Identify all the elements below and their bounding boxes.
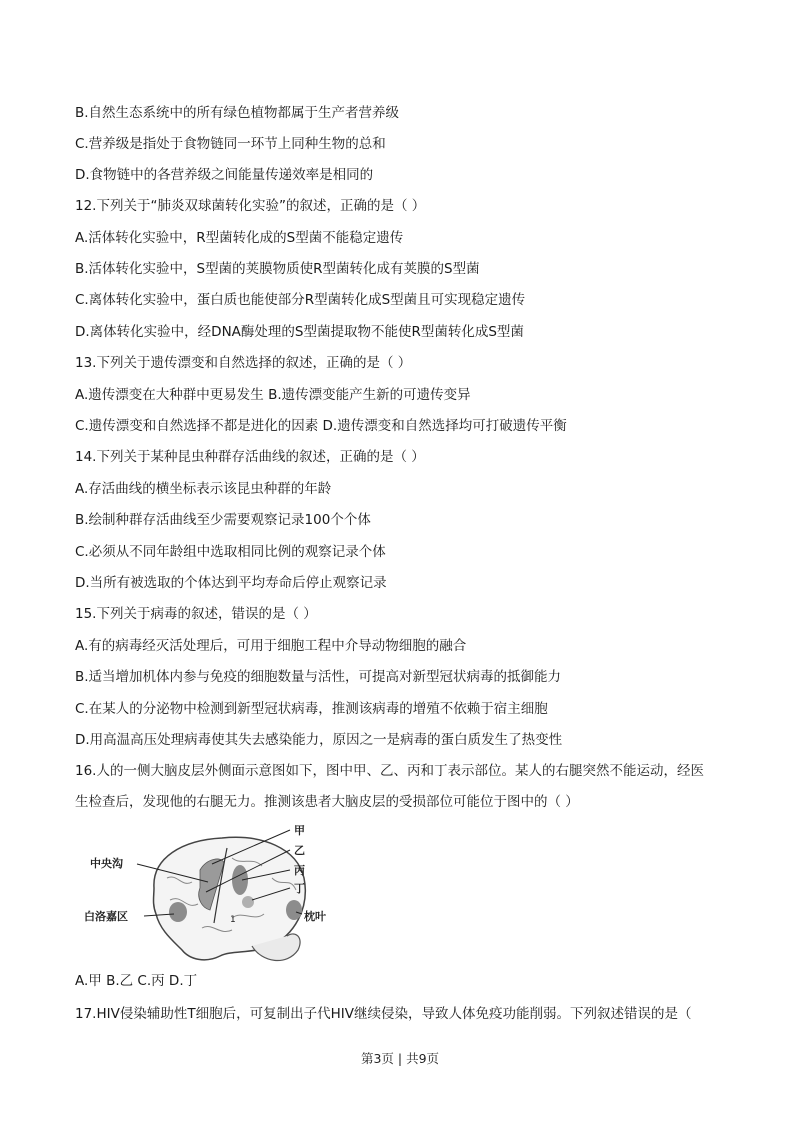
text-line: B.自然生态系统中的所有绿色植物都属于生产者营养级 (75, 105, 400, 121)
text-line: B.活体转化实验中，S型菌的荚膜物质使R型菌转化成有荚膜的S型菌 (75, 261, 480, 277)
question-17-stem: 17.HIV侵染辅助性T细胞后，可复制出子代HIV继续侵染，导致人体免疫功能削弱。下列叙述错误的是（ (75, 1006, 692, 1022)
label-broca-area: 白洛嘉区 (84, 910, 128, 923)
text-line: A.有的病毒经灭活处理后，可用于细胞工程中介导动物细胞的融合 (75, 638, 467, 654)
text-line: C.营养级是指处于食物链同一环节上同种生物的总和 (75, 136, 386, 152)
label-yi: 乙 (294, 844, 305, 857)
brain-illustration (82, 818, 352, 973)
text-line: D.离体转化实验中，经DNA酶处理的S型菌提取物不能使R型菌转化成S型菌 (75, 324, 524, 340)
page-footer: 第3页 | 共9页 (360, 1051, 440, 1066)
region-broca (169, 902, 187, 922)
text-line: D.用高温高压处理病毒使其失去感染能力，原因之一是病毒的蛋白质发生了热变性 (75, 732, 563, 748)
text-line: B.适当增加机体内参与免疫的细胞数量与活性，可提高对新型冠状病毒的抵御能力 (75, 669, 562, 685)
question-14-stem: 14.下列关于某种昆虫种群存活曲线的叙述，正确的是（ ） (75, 449, 425, 465)
region-mark: 1 (230, 915, 236, 925)
text-line: A.活体转化实验中，R型菌转化成的S型菌不能稳定遗传 (75, 230, 404, 246)
region-ding (242, 896, 254, 908)
text-line: B.绘制种群存活曲线至少需要观察记录100个个体 (75, 512, 371, 528)
question-13-stem: 13.下列关于遗传漂变和自然选择的叙述，正确的是（ ） (75, 355, 412, 371)
question-16-stem: 16.人的一侧大脑皮层外侧面示意图如下，图中甲、乙、丙和丁表示部位。某人的右腿突然不能运动，经医 (75, 763, 704, 779)
question-12-stem: 12.下列关于“肺炎双球菌转化实验”的叙述，正确的是（ ） (75, 198, 426, 214)
region-bing (232, 865, 248, 895)
text-line: C.离体转化实验中，蛋白质也能使部分R型菌转化成S型菌且可实现稳定遗传 (75, 292, 526, 308)
question-15-stem: 15.下列关于病毒的叙述，错误的是（ ） (75, 606, 317, 622)
text-line: D.当所有被选取的个体达到平均寿命后停止观察记录 (75, 575, 387, 591)
region-occipital (286, 900, 302, 920)
text-line: A.存活曲线的横坐标表示该昆虫种群的年龄 (75, 481, 332, 497)
text-line: C.必须从不同年龄组中选取相同比例的观察记录个体 (75, 544, 386, 560)
text-line: D.食物链中的各营养级之间能量传递效率是相同的 (75, 167, 374, 183)
label-occipital-lobe: 枕叶 (304, 910, 326, 923)
text-line: C.在某人的分泌物中检测到新型冠状病毒，推测该病毒的增殖不依赖于宿主细胞 (75, 701, 548, 717)
text-line: A.遗传漂变在大种群中更易发生 B.遗传漂变能产生新的可遗传变异 (75, 387, 471, 403)
label-ding: 丁 (294, 882, 305, 895)
text-line: C.遗传漂变和自然选择不都是进化的因素 D.遗传漂变和自然选择均可打破遗传平衡 (75, 418, 567, 434)
label-bing: 丙 (294, 864, 305, 877)
label-jia: 甲 (294, 824, 305, 837)
brain-cortex-diagram (82, 818, 352, 973)
question-16-options: A.甲 B.乙 C.丙 D.丁 (75, 973, 198, 989)
label-central-sulcus: 中央沟 (90, 857, 123, 870)
text-line: 生检查后，发现他的右腿无力。推测该患者大脑皮层的受损部位可能位于图中的（ ） (75, 794, 579, 810)
